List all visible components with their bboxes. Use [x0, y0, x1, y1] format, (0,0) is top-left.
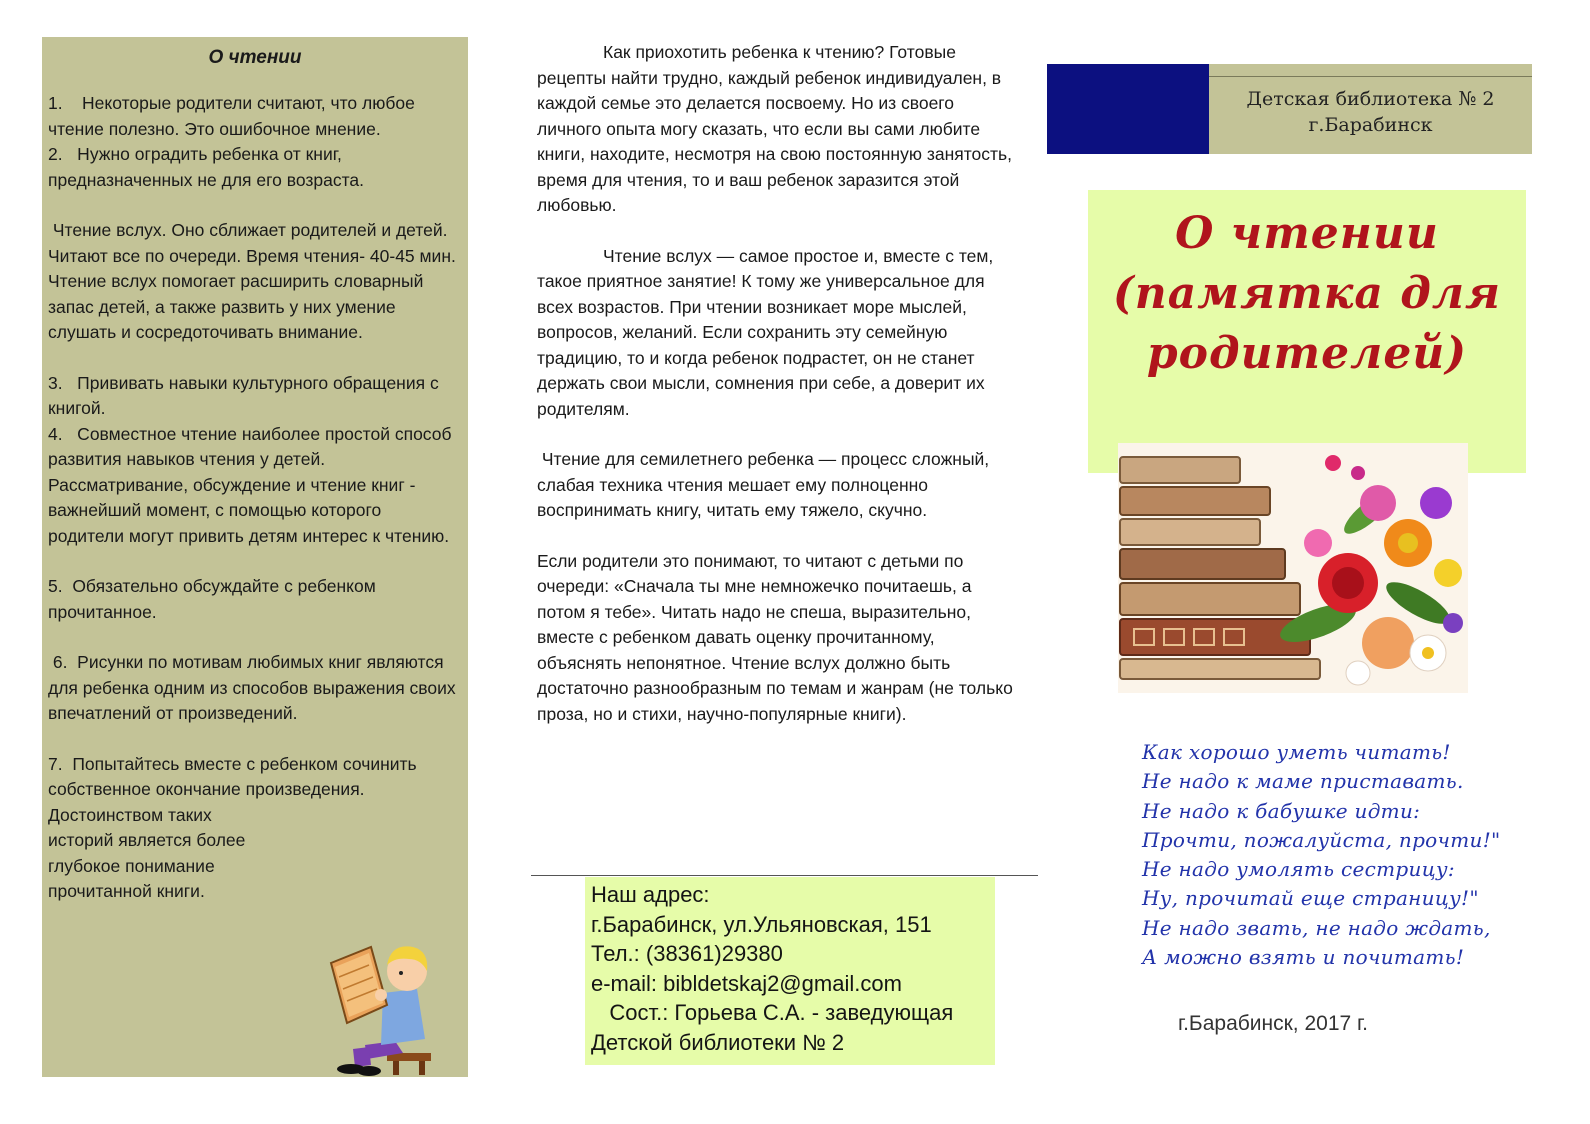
- title-box: [1088, 190, 1526, 473]
- tip-5: 5. Обязательно обсуждайте с ребенком прочитанное.: [48, 576, 376, 622]
- books-and-flowers-icon: [1118, 443, 1468, 693]
- tip-6: 6. Рисунки по мотивам любимых книг являются для ребенка одним из способов выражения своих впечатлений от произведений.: [48, 652, 456, 723]
- main-title-line-3: родителей): [1146, 328, 1468, 379]
- poem: [1142, 738, 1562, 972]
- address-compiler: Сост.: Горьева С.А. - заведующая: [591, 1000, 954, 1025]
- library-name: Детская библиотека № 2: [1246, 88, 1495, 110]
- library-city: г.Барабинск: [1308, 114, 1433, 136]
- header-top-line: [1209, 76, 1532, 77]
- divider-line: [531, 875, 1038, 876]
- header-band: [1209, 64, 1532, 154]
- address-street: г.Барабинск, ул.Ульяновская, 151: [591, 911, 932, 937]
- middle-column: [537, 40, 1017, 752]
- paragraph-reading-aloud: Чтение вслух — самое простое и, вместе с тем, такое приятное занятие! К тому же универсальное для всех возрастов. При чтении возникает море мыслей, вопросов, желаний. Если сохранить эту семейную традицию, то и когда ребенок подрастет, он не станет держать свои мысли, сомнения при себе, а доверит их родителям.: [537, 245, 994, 419]
- tip-2: 2. Нужно оградить ребенка от книг, предназначенных не для его возраста.: [48, 144, 365, 190]
- poem-line: Не надо умолять сестрицу:: [1142, 857, 1455, 882]
- reading-aloud-block: [48, 218, 462, 346]
- tips-3-4: [48, 371, 462, 550]
- city-year: г.Барабинск, 2017 г.: [1178, 1012, 1368, 1035]
- paragraph-parents-take-turns: Если родители это понимают, то читают с детьми по очереди: «Сначала ты мне немножечко почитаешь, а потом я тебе». Читать надо не спеша, выразительно, вместе с ребенком давать оценку прочитанному, объяснять непонятное. Чтение вслух должно быть достаточно разнообразным по темам и жанрам (не только проза, но и стихи, научно-популярные книги).: [537, 550, 1013, 724]
- tip-7-continued: историй является более глубокое понимание прочитанной книги.: [48, 830, 246, 901]
- reading-aloud-text: Чтение вслух. Оно сближает родителей и детей. Читают все по очереди. Время чтения- 40-45 мин. Чтение вслух помогает расширить словарный запас детей, а также развить у них умение слушать и сосредоточивать внимание.: [48, 220, 456, 342]
- poem-line: Прочти, пожалуйста, прочти!": [1142, 827, 1501, 852]
- tip-6-block: [48, 650, 462, 727]
- tips-1-2: [48, 91, 462, 193]
- address-email: e-mail: bibldetskaj2@gmail.com: [591, 970, 902, 996]
- main-title: [1088, 204, 1526, 384]
- poem-line: Не надо к маме приставать.: [1142, 769, 1464, 794]
- tip-1: 1. Некоторые родители считают, что любое чтение полезно. Это ошибочное мнение.: [48, 93, 415, 139]
- boy-reading-book-icon: [325, 937, 455, 1077]
- poem-line: Не надо звать, не надо ждать,: [1142, 915, 1491, 940]
- tip-7-block: [48, 752, 462, 905]
- left-panel-title: О чтении: [208, 47, 302, 68]
- poem-line: Не надо к бабушке идти:: [1142, 798, 1421, 823]
- address-heading: Наш адрес:: [591, 882, 710, 907]
- paragraph-seven-year-old: Чтение для семилетнего ребенка — процесс сложный, слабая техника чтения мешает ему полноценно воспринимать книгу, читать ему тяжело, скучно.: [537, 449, 990, 520]
- poem-line: Как хорошо уметь читать!: [1142, 740, 1451, 764]
- tip-5-block: [48, 574, 462, 625]
- address-library: Детской библиотеки № 2: [591, 1029, 845, 1055]
- poem-line: А можно взять и почитать!: [1142, 945, 1465, 970]
- poem-line: Ну, прочитай еще страницу!": [1142, 886, 1479, 911]
- address-box: [585, 877, 995, 1065]
- paragraph-how-to-encourage: Как приохотить ребенка к чтению? Готовые рецепты найти трудно, каждый ребенок индивидуален, в каждой семье это делается посвоему. Но из своего личного опыта могу сказать, что если вы сами любите книги, находите, несмотря на свою постоянную занятость, время для чтения, то и ваш ребенок заразится этой любовью.: [537, 42, 1013, 215]
- left-panel: [42, 37, 468, 1077]
- tip-4: 4. Совместное чтение наиболее простой способ развития навыков чтения у детей. Рассматривание, обсуждение и чтение книг - важнейший момент, с помощью которого родители могут привить детям интерес к чтению.: [48, 423, 452, 546]
- main-title-line-1: О чтении: [1175, 208, 1439, 259]
- main-title-line-2: (памятка для: [1112, 268, 1502, 319]
- header-blue-block: [1047, 64, 1209, 154]
- header-text: [1209, 86, 1532, 138]
- tip-3: 3. Прививать навыки культурного обращения с книгой.: [48, 372, 439, 418]
- tip-7: 7. Попытайтесь вместе с ребенком сочинить собственное окончание произведения. Достоинством таких: [48, 753, 417, 825]
- address-phone: Тел.: (38361)29380: [591, 941, 783, 966]
